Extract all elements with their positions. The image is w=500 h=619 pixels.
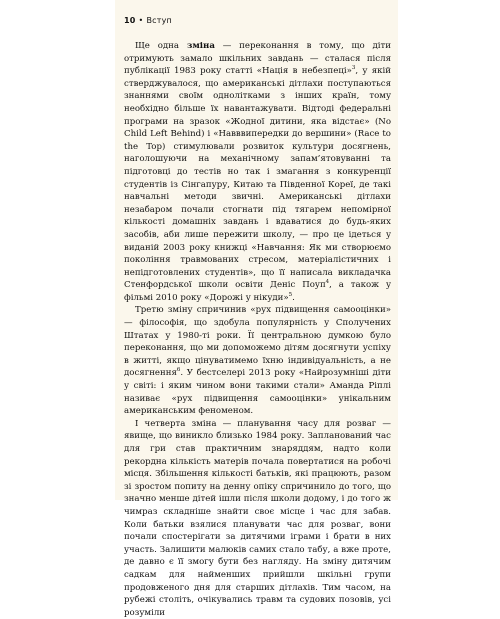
footnote-ref: 5 <box>288 292 293 299</box>
text-run: — переконання в тому, що діти отримують замало шкільних завдань — сталася після публікації 1983 року статті «Нація в небезпеці» <box>124 41 391 77</box>
footnote-ref: 3 <box>351 65 356 72</box>
emphasis-text: зміна <box>186 41 215 51</box>
text-run: Третю зміну спричинив «рух підвищення самооцінки» — філософія, що здобула популярність у Сполучених Штатах у 1980-ті роки. Її центральною думкою було переконання, що ми допоможемо дітям досягнути успіху в житті, якщо цінуватимемо їхню індивідуальність, а не досягнення <box>124 305 391 379</box>
footnote-ref: 6 <box>176 367 181 374</box>
text-run: . <box>292 292 295 303</box>
text-run: Ще одна <box>135 41 187 51</box>
paragraph <box>124 304 391 417</box>
running-header <box>124 16 172 25</box>
paragraph <box>124 418 391 619</box>
text-run: . У бестселері 2013 року «Найрозумніші діти у світі: і яким чином вони такими стали» Аманда Ріплі називає «рух підвищення самооцінки» унікальним американським феноменом. <box>124 368 391 417</box>
page-number: 10 <box>124 16 136 25</box>
footnote-ref: 4 <box>325 279 330 286</box>
text-run: , а також у фільмі 2010 року «Дорожі у нікуди» <box>124 280 392 303</box>
text-run: І четверта зміна — планування часу для розваг — явище, що виникло близько 1984 року. Запланований час для гри став практичним знаряддям, надто коли рекордна кількість матерів почала повертатися на робочі місця. Збільшення кількості батьків, які працюють, разом зі зростом попиту на денну опіку спричинило до того, що значно менше дітей ішли після школи додому, і до того ж чимраз складніше знайти своє місце і час для забав. Коли батьки взялися планувати час для розваг, вони почали спостерігати за дитячими іграми і брати в них участь. Залишити малюків самих стало табу, а вже проте, де давно є її змогу бути без нагляду. На зміну дитячим садкам для найменших прийшли шкільні групи продовженого дня для старших дітлахів. Тим часом, на рубежі століть, очікувались травм та судових позовів, усі розуміли <box>124 418 391 618</box>
book-page <box>115 0 398 618</box>
paragraph <box>124 40 391 304</box>
section-title: Вступ <box>146 16 172 25</box>
header-separator: • <box>138 16 144 25</box>
text-run: , у якій стверджувалося, що американські дітлахи поступаються знаннями своїм однолітками з інших країн, тому необхідно більше їх навантажувати. Відтоді федеральні програми на зразок «Жодної дитини, яка відстає» (No Child Left Behind) і «Навввипередки до вершини» (Race to the Top) стимулювали розвиток культури досягнень, наголошуючи на механічному запам’ятовуванні та підготовці до тестів но так і змагання з конкуренції студентів із Сінгапуру, Китаю та Південної Кореї, де такі навчальні методи звичні. Американські дітлахи незабаром почали стогнати під тягарем непомірної кількості домашніх завдань і вдаватися до будь-яких засобів, аби лише пережити школу, — про це ідеться у виданій 2003 року книжці «Навчання: Як ми створюємо покоління травмованих стресом, матеріалістичних і непідготовлених студентів», що її написала викладачка Стенфордської школи освіти Деніс Поуп <box>124 66 391 291</box>
body-text <box>124 40 391 619</box>
